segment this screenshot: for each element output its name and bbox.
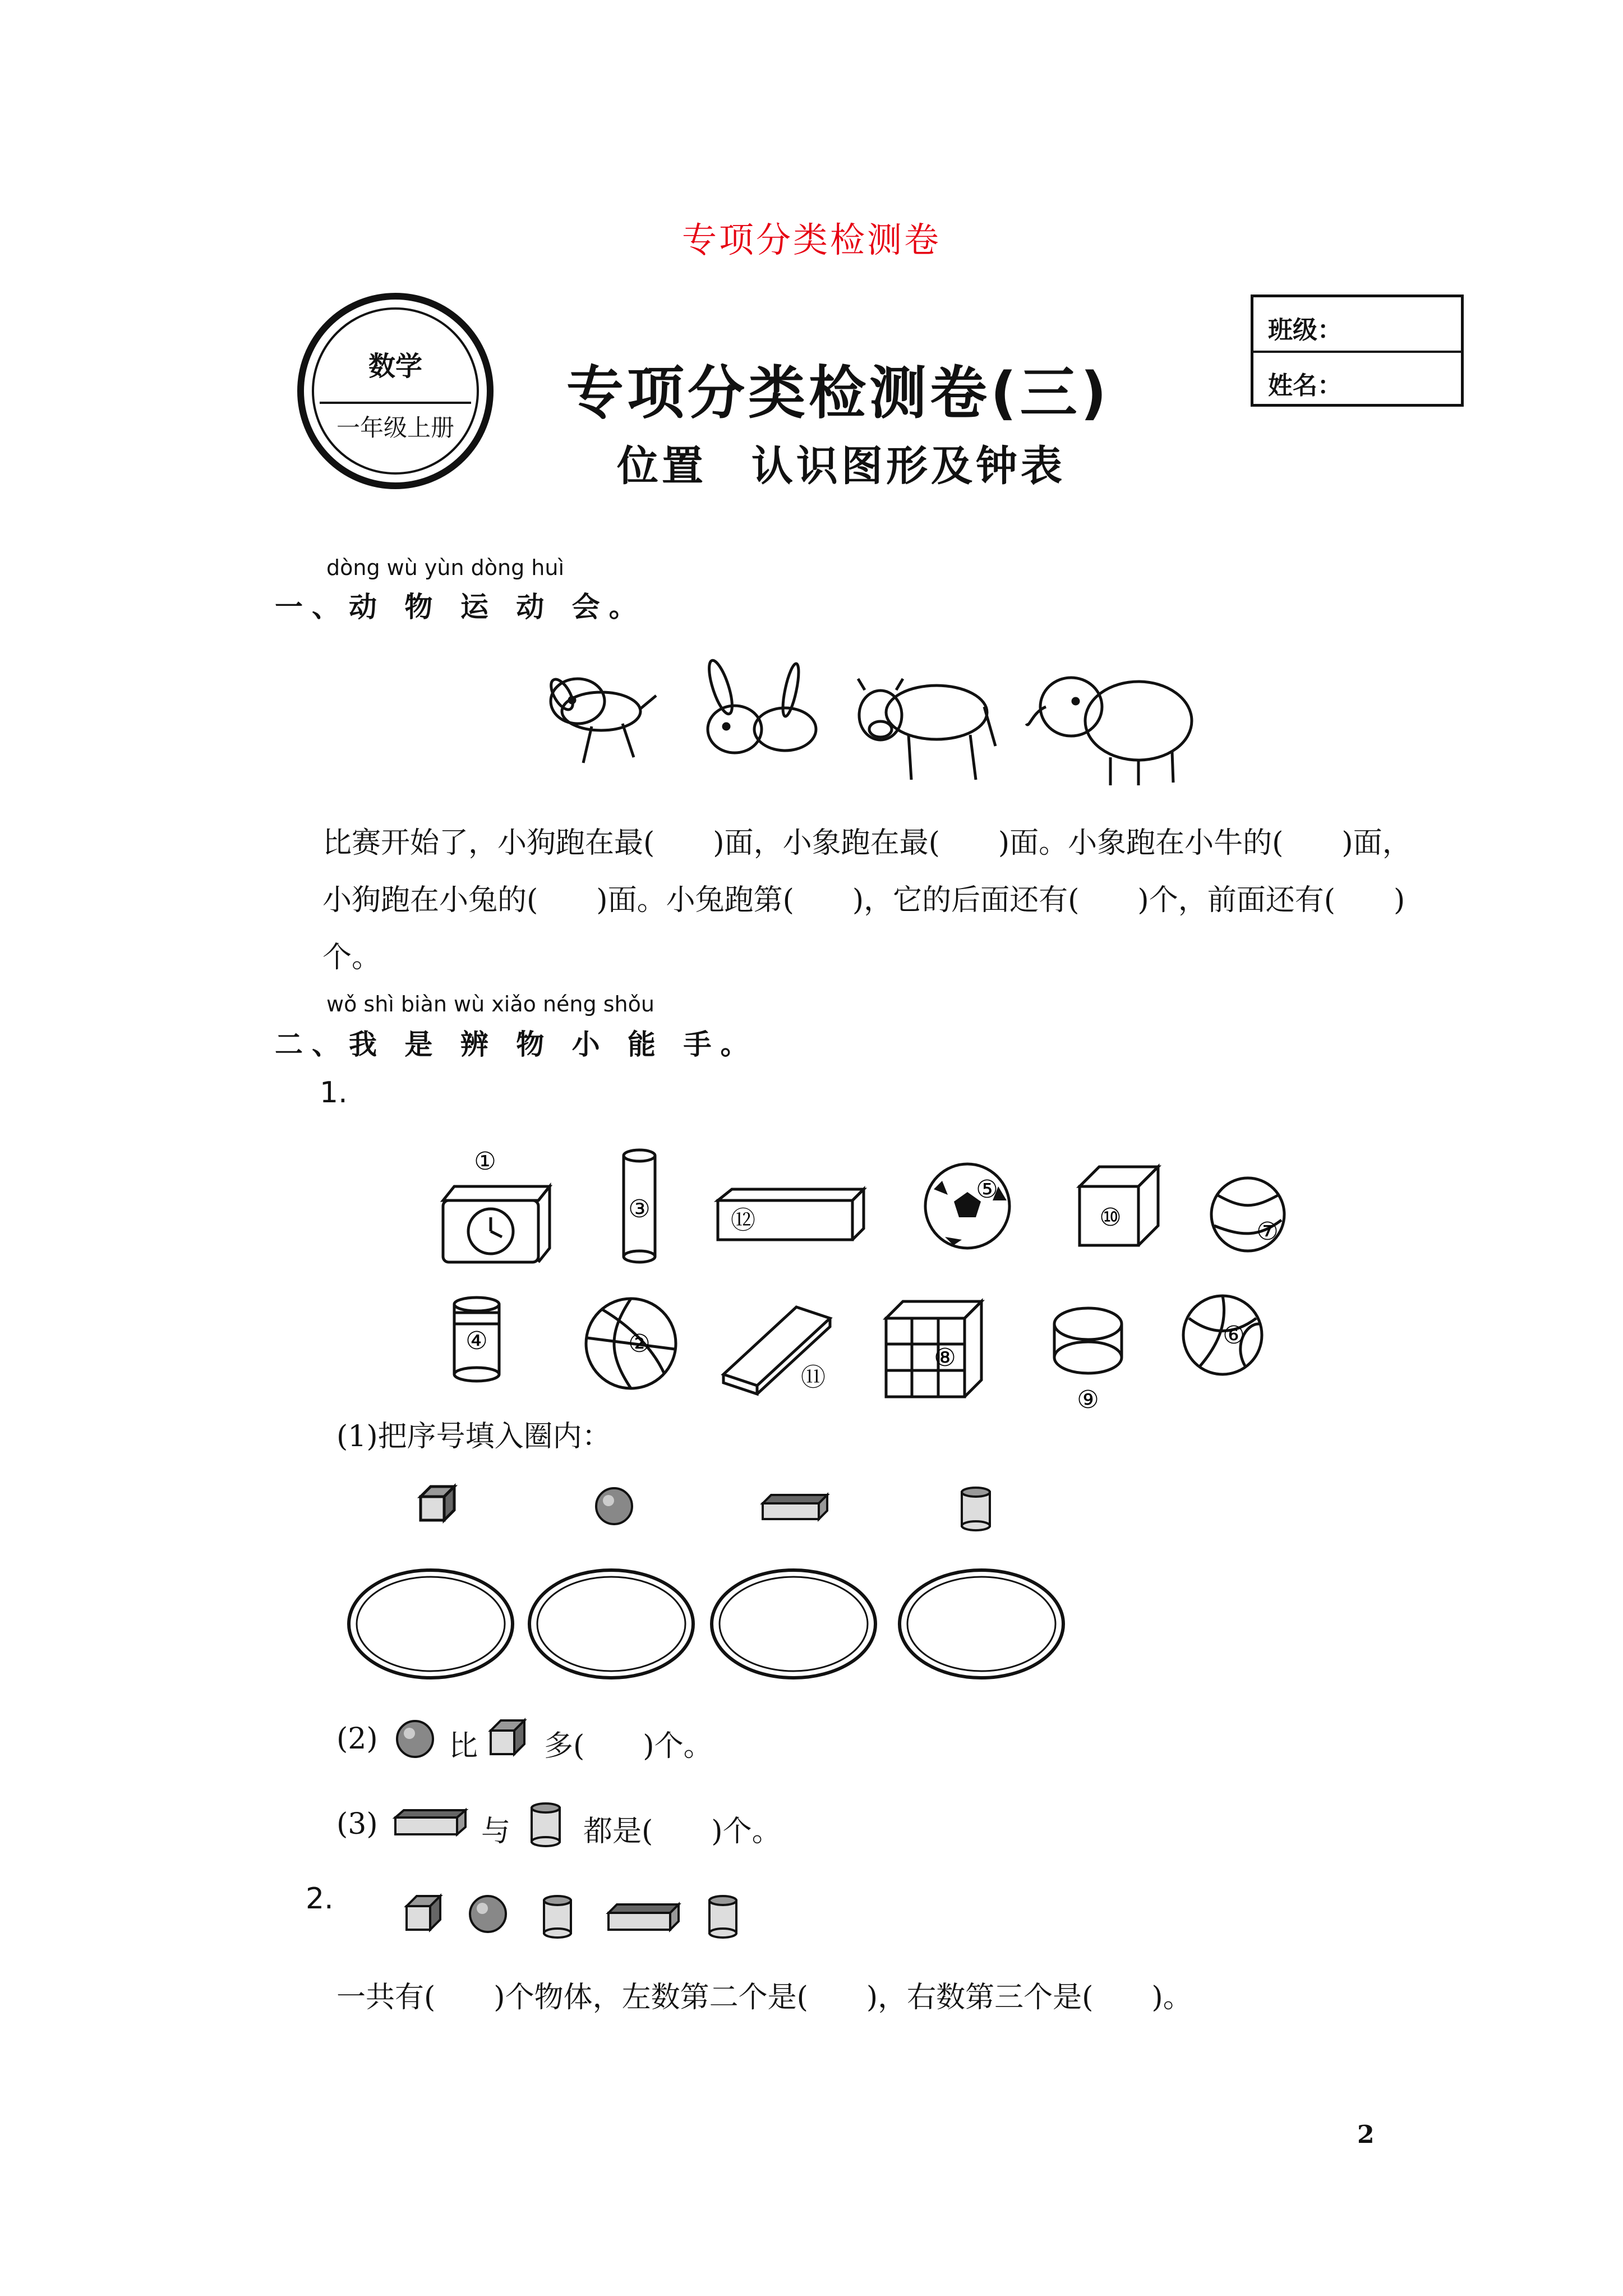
object-label-5: ⑤ <box>976 1175 998 1204</box>
cuboid-icon <box>608 1904 679 1930</box>
cylinder-icon <box>709 1896 736 1938</box>
object-label-4: ④ <box>465 1327 488 1355</box>
cube-icon <box>421 1487 454 1520</box>
elephant-icon <box>1026 678 1192 785</box>
subject-badge <box>297 293 494 489</box>
q1-part1: (1)把序号填入圈内： <box>336 1420 611 1453</box>
section1-title: 一、动 物 运 动 会。 <box>275 591 646 623</box>
document-red-title: 专项分类检测卷 <box>681 219 941 260</box>
badge-divider <box>320 402 471 404</box>
q1-part2-label: (2) <box>336 1722 378 1756</box>
sphere-icon <box>470 1896 506 1932</box>
answer-ovals <box>348 1568 1066 1680</box>
cube-icon <box>488 1718 533 1763</box>
cylinder-icon <box>962 1488 990 1530</box>
q1-part3-answer: 都是( )个。 <box>583 1815 781 1848</box>
q1-part3-and: 与 <box>481 1815 511 1848</box>
sphere-answer-oval[interactable] <box>529 1570 693 1678</box>
q1-number: 1. <box>320 1076 348 1110</box>
cube-icon <box>407 1896 440 1930</box>
dog-icon <box>547 676 656 763</box>
clock-object <box>443 1186 550 1262</box>
object-label-10: ⑩ <box>1099 1203 1122 1232</box>
q1-part3-label: (3) <box>336 1807 378 1841</box>
tape-roll-object <box>1054 1308 1122 1373</box>
section2-title: 二、我 是 辨 物 小 能 手。 <box>275 1028 758 1061</box>
cuboid-answer-oval[interactable] <box>712 1570 875 1678</box>
cow-icon <box>858 679 995 780</box>
badge-grade: 一年级上册 <box>336 414 454 441</box>
objects-grid <box>437 1144 1301 1419</box>
object-label-9: ⑨ <box>1077 1386 1099 1414</box>
class-field[interactable] <box>1253 297 1461 351</box>
name-field[interactable] <box>1253 351 1461 404</box>
object-label-2: ② <box>628 1329 651 1358</box>
class-label: 班级： <box>1268 316 1342 344</box>
sub-title-shapes-clocks: 认识图形及钟表 <box>751 442 1066 490</box>
cuboid-icon <box>763 1495 827 1519</box>
name-label: 姓名： <box>1268 371 1342 400</box>
section2-pinyin: wǒ shì biàn wù xiǎo néng shǒu <box>326 992 654 1016</box>
cuboid-icon <box>393 1809 471 1843</box>
rabbit-icon <box>704 658 816 753</box>
cylinder-icon <box>527 1800 566 1850</box>
cylinder-icon <box>544 1896 571 1938</box>
q1-part2-compare: 比 <box>449 1729 478 1763</box>
main-title: 专项分类检测卷(三) <box>566 360 1110 427</box>
q2-objects-row <box>404 1890 763 1947</box>
q2-number: 2. <box>306 1882 334 1916</box>
shape-category-icons <box>415 1481 1032 1537</box>
badge-subject: 数学 <box>368 351 422 382</box>
object-label-8: ⑧ <box>934 1343 956 1372</box>
animals-illustration <box>538 656 1211 802</box>
section1-line1: 比赛开始了，小狗跑在最( )面，小象跑在最( )面。小象跑在小牛的( )面， <box>322 826 1412 860</box>
section1-line3: 个。 <box>322 941 381 974</box>
object-label-12: ⑫ <box>731 1206 755 1235</box>
sub-title-position: 位置 <box>617 442 707 490</box>
sub-title <box>617 433 1110 493</box>
q1-part2-answer: 多( )个。 <box>544 1729 713 1763</box>
object-label-7: ⑦ <box>1256 1217 1279 1246</box>
cube-answer-oval[interactable] <box>349 1570 513 1678</box>
section1-line2: 小狗跑在小兔的( )面。小兔跑第( )，它的后面还有( )个，前面还有( ) <box>322 884 1405 917</box>
object-label-3: ③ <box>628 1195 651 1223</box>
object-label-1: ① <box>474 1147 496 1176</box>
object-label-6: ⑥ <box>1223 1321 1245 1350</box>
page-number: 2 <box>1357 2120 1375 2149</box>
sphere-icon <box>596 1488 632 1524</box>
student-info-box <box>1251 295 1464 407</box>
badge-inner-ring <box>312 307 479 475</box>
section1-pinyin: dòng wù yùn dòng huì <box>326 555 565 580</box>
cylinder-answer-oval[interactable] <box>900 1570 1063 1678</box>
q2-text: 一共有( )个物体，左数第二个是( )，右数第三个是( )。 <box>336 1981 1192 2014</box>
sphere-icon <box>393 1717 437 1761</box>
object-label-11: ⑪ <box>801 1363 826 1392</box>
